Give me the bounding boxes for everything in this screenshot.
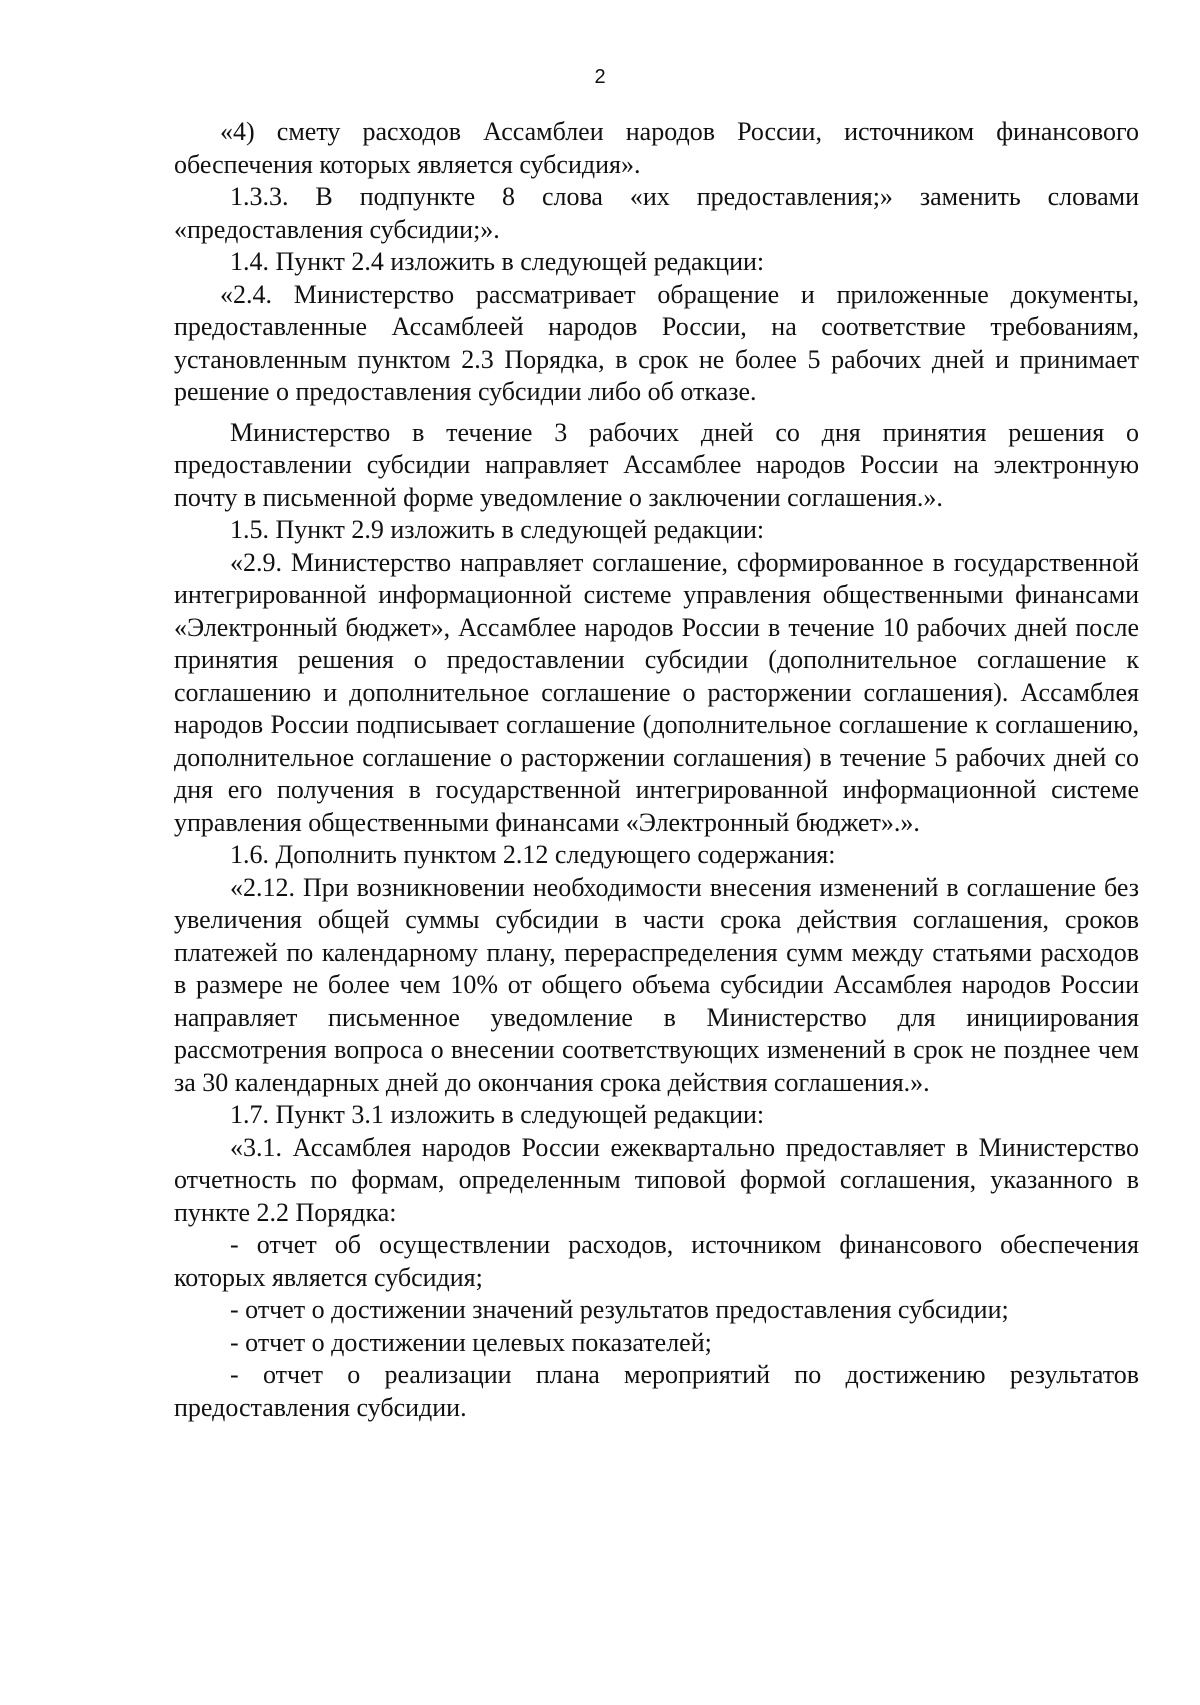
list-item-targets-report: - отчет о достижении целевых показателей; xyxy=(230,1327,712,1357)
paragraph-3-1: «3.1. Ассамблея народов России ежеквартально предоставляет в Министерство отчетность по формам, определенным типовой формой соглашения, указанного в пункте 2.2 Порядка: xyxy=(174,1132,1139,1227)
document-body xyxy=(174,116,1139,1424)
page-number: 2 xyxy=(594,66,606,88)
paragraph-1-3-3: 1.3.3. В подпункте 8 слова «их предоставления;» заменить словами «предоставления субсидии;». xyxy=(174,182,1139,244)
paragraph-1-7-heading: 1.7. Пункт 3.1 изложить в следующей редакции: xyxy=(230,1100,765,1129)
list-item-expense-report: - отчет об осуществлении расходов, источником финансового обеспечения которых является субсидия; xyxy=(174,1230,1139,1292)
paragraph-1-5-heading: 1.5. Пункт 2.9 изложить в следующей редакции: xyxy=(230,515,765,544)
paragraph-ministry-notice: Министерство в течение 3 рабочих дней со дня принятия решения о предоставлении субсидии направляет Ассамблее народов России на электронную почту в письменной форме уведомление о заключении соглашения.». xyxy=(174,417,1139,512)
paragraph-2-9: «2.9. Министерство направляет соглашение, сформированное в государственной интегрированной информационной системе управления общественными финансами «Электронный бюджет», Ассамблее народов России в течение 10 рабочих дней после принятия решения о предоставлении субсидии (дополнительное соглашение к соглашению и дополнительное соглашение о расторжении соглашения). Ассамблея народов России подписывает соглашение (дополнительное соглашение к соглашению, дополнительное соглашение о расторжении соглашения) в течение 5 рабочих дней со дня его получения в государственной интегрированной информационной системе управления общественными финансами «Электронный бюджет».». xyxy=(174,547,1139,837)
list-item-results-report: - отчет о достижении значений результатов предоставления субсидии; xyxy=(230,1295,1009,1324)
paragraph-1-6-heading: 1.6. Дополнить пунктом 2.12 следующего содержания: xyxy=(230,840,836,869)
list-item-plan-report: - отчет о реализации плана мероприятий по достижению результатов предоставления субсидии. xyxy=(174,1360,1139,1422)
paragraph-subitem-4: «4) смету расходов Ассамблеи народов России, источником финансового обеспечения которых является субсидия». xyxy=(174,117,1139,179)
paragraph-2-4: «2.4. Министерство рассматривает обращение и приложенные документы, предоставленные Ассамблеей народов России, на соответствие требованиям, установленным пунктом 2.3 Порядка, в срок не более 5 рабочих дней и принимает решение о предоставления субсидии либо об отказе. xyxy=(174,279,1139,406)
paragraph-1-4-heading: 1.4. Пункт 2.4 изложить в следующей редакции: xyxy=(230,247,765,276)
paragraph-2-12: «2.12. При возникновении необходимости внесения изменений в соглашение без увеличения общей суммы субсидии в части срока действия соглашения, сроков платежей по календарному плану, перераспределения сумм между статьями расходов в размере не более чем 10% от общего объема субсидии Ассамблея народов России направляет письменное уведомление в Министерство для инициирования рассмотрения вопроса о внесении соответствующих изменений в срок не позднее чем за 30 календарных дней до окончания срока действия соглашения.». xyxy=(174,872,1139,1097)
